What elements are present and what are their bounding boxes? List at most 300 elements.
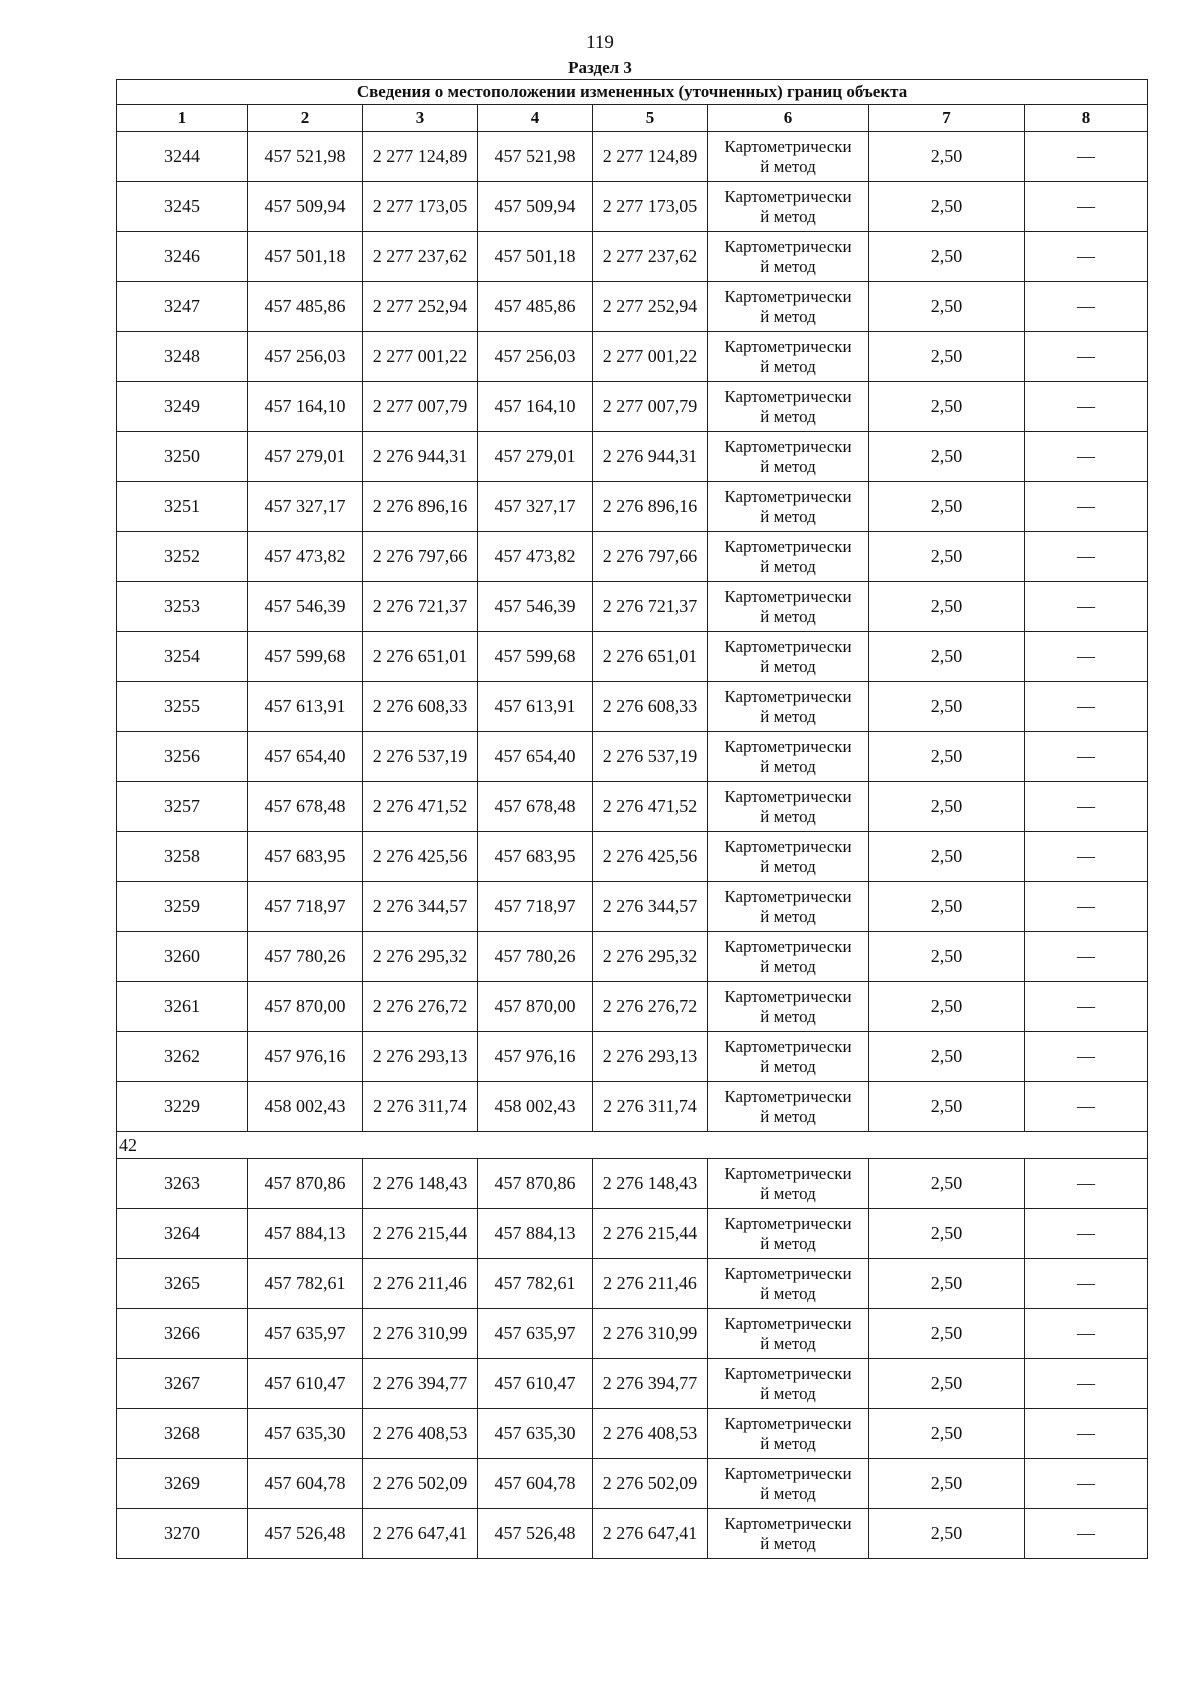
y-coordinate-new: 2 276 311,74 xyxy=(593,1082,708,1132)
note: — xyxy=(1025,682,1148,732)
method-line: Картометрически xyxy=(724,736,852,756)
table-row xyxy=(117,682,1148,732)
x-coordinate-new: 457 604,78 xyxy=(478,1459,593,1509)
x-coordinate-new: 457 256,03 xyxy=(478,332,593,382)
y-coordinate-new: 2 277 124,89 xyxy=(593,132,708,182)
x-coordinate-old: 457 870,00 xyxy=(248,982,363,1032)
column-number: 7 xyxy=(869,105,1025,132)
method-line: й метод xyxy=(760,556,816,576)
method-cell xyxy=(708,1032,869,1082)
point-number: 3249 xyxy=(117,382,248,432)
column-number: 5 xyxy=(593,105,708,132)
precision: 2,50 xyxy=(869,1309,1025,1359)
y-coordinate-new: 2 276 797,66 xyxy=(593,532,708,582)
method-line: Картометрически xyxy=(724,1213,852,1233)
y-coordinate-old: 2 276 211,46 xyxy=(363,1259,478,1309)
x-coordinate-new: 457 678,48 xyxy=(478,782,593,832)
y-coordinate-old: 2 276 276,72 xyxy=(363,982,478,1032)
method-line: й метод xyxy=(760,956,816,976)
method-line: й метод xyxy=(760,656,816,676)
y-coordinate-new: 2 277 173,05 xyxy=(593,182,708,232)
y-coordinate-new: 2 276 425,56 xyxy=(593,832,708,882)
method-line: Картометрически xyxy=(724,1163,852,1183)
x-coordinate-old: 457 782,61 xyxy=(248,1259,363,1309)
x-coordinate-new: 457 485,86 xyxy=(478,282,593,332)
method-cell xyxy=(708,382,869,432)
table-row xyxy=(117,132,1148,182)
method-line: Картометрически xyxy=(724,186,852,206)
note: — xyxy=(1025,1309,1148,1359)
point-number: 3256 xyxy=(117,732,248,782)
y-coordinate-old: 2 277 001,22 xyxy=(363,332,478,382)
column-number: 2 xyxy=(248,105,363,132)
y-coordinate-new: 2 276 471,52 xyxy=(593,782,708,832)
precision: 2,50 xyxy=(869,782,1025,832)
method-cell xyxy=(708,582,869,632)
method-line: Картометрически xyxy=(724,1513,852,1533)
method-line: й метод xyxy=(760,1383,816,1403)
y-coordinate-old: 2 276 425,56 xyxy=(363,832,478,882)
x-coordinate-new: 457 526,48 xyxy=(478,1509,593,1559)
note: — xyxy=(1025,1359,1148,1409)
point-number: 3265 xyxy=(117,1259,248,1309)
table-row xyxy=(117,782,1148,832)
method-line: Картометрически xyxy=(724,986,852,1006)
table-row xyxy=(117,382,1148,432)
precision: 2,50 xyxy=(869,1209,1025,1259)
x-coordinate-old: 457 780,26 xyxy=(248,932,363,982)
point-number: 3255 xyxy=(117,682,248,732)
method-cell xyxy=(708,432,869,482)
y-coordinate-new: 2 276 537,19 xyxy=(593,732,708,782)
method-line: й метод xyxy=(760,906,816,926)
method-line: й метод xyxy=(760,1533,816,1553)
note: — xyxy=(1025,482,1148,532)
table-body xyxy=(117,80,1148,1559)
point-number: 3257 xyxy=(117,782,248,832)
table-caption-row xyxy=(117,80,1148,105)
method-cell xyxy=(708,1082,869,1132)
point-number: 3258 xyxy=(117,832,248,882)
method-line: й метод xyxy=(760,856,816,876)
y-coordinate-old: 2 276 293,13 xyxy=(363,1032,478,1082)
method-cell xyxy=(708,182,869,232)
precision: 2,50 xyxy=(869,732,1025,782)
method-line: й метод xyxy=(760,806,816,826)
x-coordinate-new: 457 870,00 xyxy=(478,982,593,1032)
note: — xyxy=(1025,932,1148,982)
precision: 2,50 xyxy=(869,882,1025,932)
x-coordinate-old: 457 604,78 xyxy=(248,1459,363,1509)
table-row xyxy=(117,982,1148,1032)
x-coordinate-new: 457 635,30 xyxy=(478,1409,593,1459)
method-cell xyxy=(708,882,869,932)
method-cell xyxy=(708,1159,869,1209)
x-coordinate-old: 457 521,98 xyxy=(248,132,363,182)
y-coordinate-old: 2 277 173,05 xyxy=(363,182,478,232)
y-coordinate-old: 2 277 007,79 xyxy=(363,382,478,432)
table-row xyxy=(117,1082,1148,1132)
precision: 2,50 xyxy=(869,1409,1025,1459)
table-row xyxy=(117,632,1148,682)
table-row xyxy=(117,482,1148,532)
method-line: Картометрически xyxy=(724,886,852,906)
y-coordinate-new: 2 276 394,77 xyxy=(593,1359,708,1409)
point-number: 3269 xyxy=(117,1459,248,1509)
x-coordinate-old: 457 473,82 xyxy=(248,532,363,582)
method-line: Картометрически xyxy=(724,1086,852,1106)
note: — xyxy=(1025,632,1148,682)
note: — xyxy=(1025,582,1148,632)
method-line: й метод xyxy=(760,1333,816,1353)
table-row xyxy=(117,1159,1148,1209)
point-number: 3244 xyxy=(117,132,248,182)
precision: 2,50 xyxy=(869,1509,1025,1559)
x-coordinate-new: 457 870,86 xyxy=(478,1159,593,1209)
method-cell xyxy=(708,132,869,182)
method-line: й метод xyxy=(760,356,816,376)
x-coordinate-old: 457 256,03 xyxy=(248,332,363,382)
y-coordinate-new: 2 276 215,44 xyxy=(593,1209,708,1259)
method-line: й метод xyxy=(760,156,816,176)
x-coordinate-old: 457 279,01 xyxy=(248,432,363,482)
method-line: й метод xyxy=(760,1056,816,1076)
y-coordinate-old: 2 276 537,19 xyxy=(363,732,478,782)
table-row xyxy=(117,1032,1148,1082)
method-cell xyxy=(708,632,869,682)
point-number: 3229 xyxy=(117,1082,248,1132)
note: — xyxy=(1025,1159,1148,1209)
section-title: Раздел 3 xyxy=(568,58,632,77)
precision: 2,50 xyxy=(869,932,1025,982)
y-coordinate-old: 2 276 471,52 xyxy=(363,782,478,832)
x-coordinate-old: 457 870,86 xyxy=(248,1159,363,1209)
note: — xyxy=(1025,332,1148,382)
table-row xyxy=(117,832,1148,882)
precision: 2,50 xyxy=(869,1259,1025,1309)
x-coordinate-new: 457 635,97 xyxy=(478,1309,593,1359)
x-coordinate-new: 457 610,47 xyxy=(478,1359,593,1409)
x-coordinate-new: 457 683,95 xyxy=(478,832,593,882)
precision: 2,50 xyxy=(869,182,1025,232)
y-coordinate-new: 2 276 344,57 xyxy=(593,882,708,932)
method-cell xyxy=(708,832,869,882)
method-line: й метод xyxy=(760,1106,816,1126)
y-coordinate-old: 2 276 608,33 xyxy=(363,682,478,732)
method-cell xyxy=(708,482,869,532)
point-number: 3259 xyxy=(117,882,248,932)
method-cell xyxy=(708,1509,869,1559)
x-coordinate-old: 457 654,40 xyxy=(248,732,363,782)
method-cell xyxy=(708,282,869,332)
y-coordinate-old: 2 277 124,89 xyxy=(363,132,478,182)
precision: 2,50 xyxy=(869,532,1025,582)
y-coordinate-new: 2 276 502,09 xyxy=(593,1459,708,1509)
y-coordinate-new: 2 276 211,46 xyxy=(593,1259,708,1309)
precision: 2,50 xyxy=(869,632,1025,682)
x-coordinate-new: 457 279,01 xyxy=(478,432,593,482)
column-number: 8 xyxy=(1025,105,1148,132)
precision: 2,50 xyxy=(869,1159,1025,1209)
table-row xyxy=(117,932,1148,982)
point-number: 3268 xyxy=(117,1409,248,1459)
method-line: Картометрически xyxy=(724,1263,852,1283)
y-coordinate-new: 2 276 721,37 xyxy=(593,582,708,632)
method-line: Картометрически xyxy=(724,836,852,856)
method-line: й метод xyxy=(760,1233,816,1253)
note: — xyxy=(1025,1032,1148,1082)
y-coordinate-old: 2 276 721,37 xyxy=(363,582,478,632)
x-coordinate-new: 457 473,82 xyxy=(478,532,593,582)
y-coordinate-new: 2 276 295,32 xyxy=(593,932,708,982)
point-number: 3251 xyxy=(117,482,248,532)
method-line: й метод xyxy=(760,1006,816,1026)
x-coordinate-old: 457 610,47 xyxy=(248,1359,363,1409)
precision: 2,50 xyxy=(869,132,1025,182)
note: — xyxy=(1025,782,1148,832)
method-line: Картометрически xyxy=(724,936,852,956)
x-coordinate-old: 457 678,48 xyxy=(248,782,363,832)
precision: 2,50 xyxy=(869,582,1025,632)
method-line: й метод xyxy=(760,606,816,626)
method-cell xyxy=(708,1409,869,1459)
coordinates-table xyxy=(116,79,1148,1559)
note: — xyxy=(1025,1409,1148,1459)
x-coordinate-old: 457 635,97 xyxy=(248,1309,363,1359)
column-number: 6 xyxy=(708,105,869,132)
method-cell xyxy=(708,1359,869,1409)
note: — xyxy=(1025,382,1148,432)
point-number: 3247 xyxy=(117,282,248,332)
y-coordinate-old: 2 276 408,53 xyxy=(363,1409,478,1459)
note: — xyxy=(1025,1259,1148,1309)
table-row xyxy=(117,582,1148,632)
method-line: Картометрически xyxy=(724,686,852,706)
method-line: Картометрически xyxy=(724,436,852,456)
column-number: 3 xyxy=(363,105,478,132)
x-coordinate-old: 457 501,18 xyxy=(248,232,363,282)
y-coordinate-old: 2 276 502,09 xyxy=(363,1459,478,1509)
method-line: й метод xyxy=(760,756,816,776)
y-coordinate-new: 2 277 007,79 xyxy=(593,382,708,432)
note: — xyxy=(1025,432,1148,482)
method-cell xyxy=(708,682,869,732)
table-row xyxy=(117,1259,1148,1309)
method-line: й метод xyxy=(760,256,816,276)
table-row xyxy=(117,332,1148,382)
precision: 2,50 xyxy=(869,1459,1025,1509)
table-row xyxy=(117,1409,1148,1459)
y-coordinate-old: 2 276 344,57 xyxy=(363,882,478,932)
y-coordinate-old: 2 276 896,16 xyxy=(363,482,478,532)
method-cell xyxy=(708,1259,869,1309)
method-line: Картометрически xyxy=(724,386,852,406)
note: — xyxy=(1025,732,1148,782)
method-line: Картометрически xyxy=(724,1313,852,1333)
point-number: 3254 xyxy=(117,632,248,682)
column-number: 4 xyxy=(478,105,593,132)
method-line: Картометрически xyxy=(724,1463,852,1483)
point-number: 3250 xyxy=(117,432,248,482)
method-line: й метод xyxy=(760,706,816,726)
table-row xyxy=(117,1309,1148,1359)
group-label: 42 xyxy=(117,1132,1148,1159)
note: — xyxy=(1025,1209,1148,1259)
x-coordinate-new: 457 884,13 xyxy=(478,1209,593,1259)
precision: 2,50 xyxy=(869,332,1025,382)
point-number: 3248 xyxy=(117,332,248,382)
x-coordinate-new: 457 976,16 xyxy=(478,1032,593,1082)
x-coordinate-old: 457 635,30 xyxy=(248,1409,363,1459)
y-coordinate-old: 2 276 311,74 xyxy=(363,1082,478,1132)
method-line: й метод xyxy=(760,306,816,326)
method-line: й метод xyxy=(760,206,816,226)
column-number-row xyxy=(117,105,1148,132)
x-coordinate-old: 457 884,13 xyxy=(248,1209,363,1259)
x-coordinate-old: 458 002,43 xyxy=(248,1082,363,1132)
y-coordinate-old: 2 276 215,44 xyxy=(363,1209,478,1259)
y-coordinate-old: 2 276 295,32 xyxy=(363,932,478,982)
table-row xyxy=(117,182,1148,232)
table-row xyxy=(117,882,1148,932)
point-number: 3266 xyxy=(117,1309,248,1359)
method-line: Картометрически xyxy=(724,1363,852,1383)
note: — xyxy=(1025,832,1148,882)
x-coordinate-new: 458 002,43 xyxy=(478,1082,593,1132)
x-coordinate-new: 457 782,61 xyxy=(478,1259,593,1309)
x-coordinate-old: 457 164,10 xyxy=(248,382,363,432)
method-line: й метод xyxy=(760,506,816,526)
x-coordinate-old: 457 327,17 xyxy=(248,482,363,532)
point-number: 3267 xyxy=(117,1359,248,1409)
precision: 2,50 xyxy=(869,1082,1025,1132)
precision: 2,50 xyxy=(869,1032,1025,1082)
y-coordinate-old: 2 277 252,94 xyxy=(363,282,478,332)
y-coordinate-new: 2 276 310,99 xyxy=(593,1309,708,1359)
note: — xyxy=(1025,182,1148,232)
method-cell xyxy=(708,932,869,982)
y-coordinate-old: 2 277 237,62 xyxy=(363,232,478,282)
y-coordinate-new: 2 276 647,41 xyxy=(593,1509,708,1559)
point-number: 3262 xyxy=(117,1032,248,1082)
table-row xyxy=(117,1209,1148,1259)
method-line: Картометрически xyxy=(724,486,852,506)
y-coordinate-old: 2 276 148,43 xyxy=(363,1159,478,1209)
y-coordinate-old: 2 276 797,66 xyxy=(363,532,478,582)
note: — xyxy=(1025,282,1148,332)
note: — xyxy=(1025,1459,1148,1509)
y-coordinate-new: 2 276 293,13 xyxy=(593,1032,708,1082)
column-number: 1 xyxy=(117,105,248,132)
x-coordinate-new: 457 164,10 xyxy=(478,382,593,432)
y-coordinate-new: 2 277 001,22 xyxy=(593,332,708,382)
method-line: й метод xyxy=(760,1433,816,1453)
method-line: Картометрически xyxy=(724,786,852,806)
note: — xyxy=(1025,1509,1148,1559)
method-cell xyxy=(708,732,869,782)
method-cell xyxy=(708,1309,869,1359)
method-line: Картометрически xyxy=(724,536,852,556)
x-coordinate-old: 457 718,97 xyxy=(248,882,363,932)
x-coordinate-old: 457 613,91 xyxy=(248,682,363,732)
x-coordinate-old: 457 976,16 xyxy=(248,1032,363,1082)
table-row xyxy=(117,1459,1148,1509)
precision: 2,50 xyxy=(869,232,1025,282)
y-coordinate-new: 2 277 252,94 xyxy=(593,282,708,332)
group-row xyxy=(117,1132,1148,1159)
method-line: Картометрически xyxy=(724,1036,852,1056)
point-number: 3253 xyxy=(117,582,248,632)
x-coordinate-new: 457 501,18 xyxy=(478,232,593,282)
page-number: 119 xyxy=(586,32,614,53)
precision: 2,50 xyxy=(869,1359,1025,1409)
precision: 2,50 xyxy=(869,982,1025,1032)
precision: 2,50 xyxy=(869,382,1025,432)
method-cell xyxy=(708,232,869,282)
y-coordinate-new: 2 276 148,43 xyxy=(593,1159,708,1209)
x-coordinate-new: 457 546,39 xyxy=(478,582,593,632)
point-number: 3263 xyxy=(117,1159,248,1209)
y-coordinate-new: 2 276 944,31 xyxy=(593,432,708,482)
method-line: й метод xyxy=(760,1483,816,1503)
method-cell xyxy=(708,332,869,382)
precision: 2,50 xyxy=(869,282,1025,332)
method-line: й метод xyxy=(760,456,816,476)
y-coordinate-new: 2 276 651,01 xyxy=(593,632,708,682)
x-coordinate-new: 457 521,98 xyxy=(478,132,593,182)
table-row xyxy=(117,282,1148,332)
point-number: 3264 xyxy=(117,1209,248,1259)
method-cell xyxy=(708,782,869,832)
method-line: Картометрически xyxy=(724,586,852,606)
method-cell xyxy=(708,982,869,1032)
method-line: Картометрически xyxy=(724,1413,852,1433)
x-coordinate-new: 457 780,26 xyxy=(478,932,593,982)
point-number: 3252 xyxy=(117,532,248,582)
method-line: Картометрически xyxy=(724,636,852,656)
point-number: 3260 xyxy=(117,932,248,982)
x-coordinate-old: 457 526,48 xyxy=(248,1509,363,1559)
y-coordinate-old: 2 276 651,01 xyxy=(363,632,478,682)
point-number: 3261 xyxy=(117,982,248,1032)
method-line: й метод xyxy=(760,1283,816,1303)
y-coordinate-old: 2 276 944,31 xyxy=(363,432,478,482)
y-coordinate-old: 2 276 647,41 xyxy=(363,1509,478,1559)
y-coordinate-old: 2 276 310,99 xyxy=(363,1309,478,1359)
note: — xyxy=(1025,532,1148,582)
x-coordinate-new: 457 718,97 xyxy=(478,882,593,932)
table-row xyxy=(117,532,1148,582)
x-coordinate-new: 457 654,40 xyxy=(478,732,593,782)
method-line: Картометрически xyxy=(724,286,852,306)
method-cell xyxy=(708,1209,869,1259)
note: — xyxy=(1025,232,1148,282)
y-coordinate-old: 2 276 394,77 xyxy=(363,1359,478,1409)
method-line: Картометрически xyxy=(724,136,852,156)
method-line: Картометрически xyxy=(724,336,852,356)
x-coordinate-old: 457 509,94 xyxy=(248,182,363,232)
y-coordinate-new: 2 276 408,53 xyxy=(593,1409,708,1459)
method-cell xyxy=(708,532,869,582)
method-line: й метод xyxy=(760,406,816,426)
y-coordinate-new: 2 276 896,16 xyxy=(593,482,708,532)
x-coordinate-old: 457 683,95 xyxy=(248,832,363,882)
note: — xyxy=(1025,1082,1148,1132)
precision: 2,50 xyxy=(869,832,1025,882)
x-coordinate-old: 457 546,39 xyxy=(248,582,363,632)
table-row xyxy=(117,732,1148,782)
point-number: 3245 xyxy=(117,182,248,232)
